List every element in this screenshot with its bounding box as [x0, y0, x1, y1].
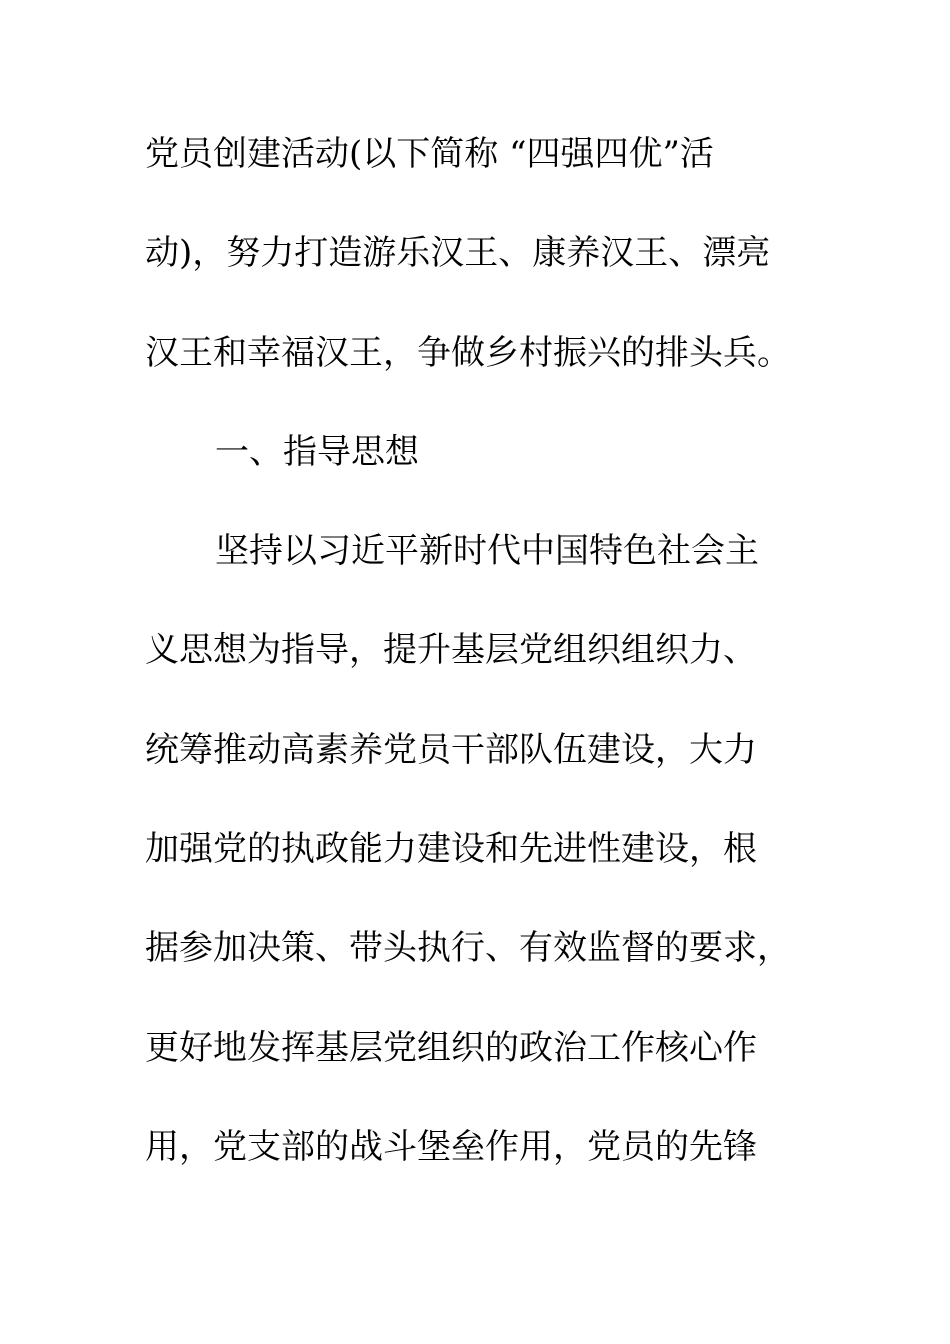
- section-heading: 一、指导思想: [215, 432, 419, 472]
- paragraph-line: 用，党支部的战斗堡垒作用，党员的先锋: [145, 1127, 757, 1167]
- paragraph-line: 据参加决策、带头执行、有效监督的要求，: [145, 928, 791, 968]
- paragraph-line: 更好地发挥基层党组织的政治工作核心作: [145, 1028, 757, 1068]
- paragraph-line: 党员创建活动(以下简称 “四强四优”活: [145, 134, 714, 174]
- paragraph-line: 义思想为指导，提升基层党组织组织力、: [145, 630, 757, 670]
- paragraph-line: 坚持以习近平新时代中国特色社会主: [215, 531, 759, 571]
- paragraph-line: 加强党的执政能力建设和先进性建设，根: [145, 829, 757, 869]
- paragraph-line: 汉王和幸福汉王，争做乡村振兴的排头兵。: [145, 333, 791, 373]
- paragraph-line: 动)，努力打造游乐汉王、康养汉王、漂亮: [145, 233, 771, 273]
- paragraph-line: 统筹推动高素养党员干部队伍建设，大力: [145, 730, 757, 770]
